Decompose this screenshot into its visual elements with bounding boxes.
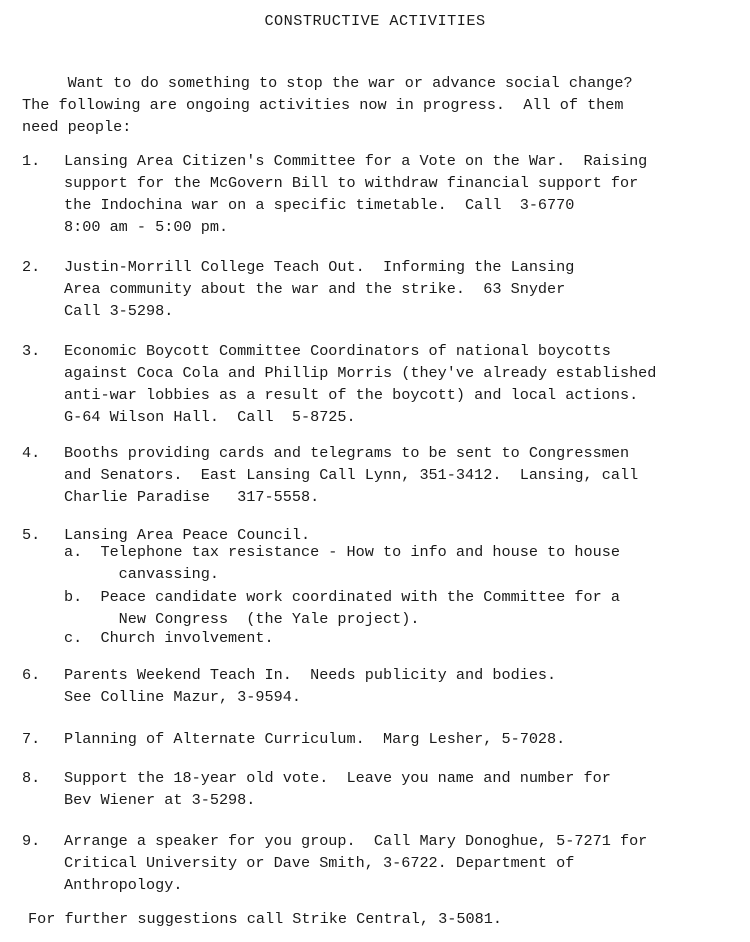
item-number: 6. [22, 666, 41, 684]
item-text: Booths providing cards and telegrams to be sent to Congressmen and Senators. East Lansing Call Lynn, 351-3412. Lansing, call Charlie Paradise 317-5558. [64, 444, 639, 506]
item-text: Economic Boycott Committee Coordinators of national boycotts against Coca Cola and Phillip Morris (they've already established anti-war lobbies as a result of the boycott) and local actions. G-64 Wilson Hall. Call 5-8725. [64, 342, 657, 426]
item-number: 5. [22, 526, 41, 544]
item-number: 3. [22, 342, 41, 360]
footer-note: For further suggestions call Strike Central, 3-5081. [28, 910, 502, 928]
item-number: 8. [22, 769, 41, 787]
item-text: Planning of Alternate Curriculum. Marg Lesher, 5-7028. [64, 730, 566, 748]
item-number: 7. [22, 730, 41, 748]
item-text: Support the 18-year old vote. Leave you name and number for Bev Wiener at 3-5298. [64, 769, 611, 809]
item-number: 2. [22, 258, 41, 276]
item-number: 9. [22, 832, 41, 850]
intro-paragraph: Want to do something to stop the war or advance social change? The following are ongoing activities now in progress. All of them need people: [22, 74, 633, 136]
item-number: 4. [22, 444, 41, 462]
sub-item: b. Peace candidate work coordinated with the Committee for a New Congress (the Yale project). [64, 588, 620, 628]
item-text: Parents Weekend Teach In. Needs publicity and bodies. See Colline Mazur, 3-9594. [64, 666, 557, 706]
sub-item: a. Telephone tax resistance - How to info and house to house canvassing. [64, 543, 620, 583]
item-text: Arrange a speaker for you group. Call Mary Donoghue, 5-7271 for Critical University or Dave Smith, 3-6722. Department of Anthropology. [64, 832, 648, 894]
item-number: 1. [22, 152, 41, 170]
sub-item: c. Church involvement. [64, 629, 274, 647]
page-title: CONSTRUCTIVE ACTIVITIES [264, 12, 486, 30]
item-text: Justin-Morrill College Teach Out. Informing the Lansing Area community about the war and the strike. 63 Snyder Call 3-5298. [64, 258, 575, 320]
item-text: Lansing Area Citizen's Committee for a Vote on the War. Raising support for the McGovern Bill to withdraw financial support for the Indochina war on a specific timetable. Call 3-6770 8:00 am - 5:00 pm. [64, 152, 648, 236]
item-text: Lansing Area Peace Council. [64, 526, 311, 544]
